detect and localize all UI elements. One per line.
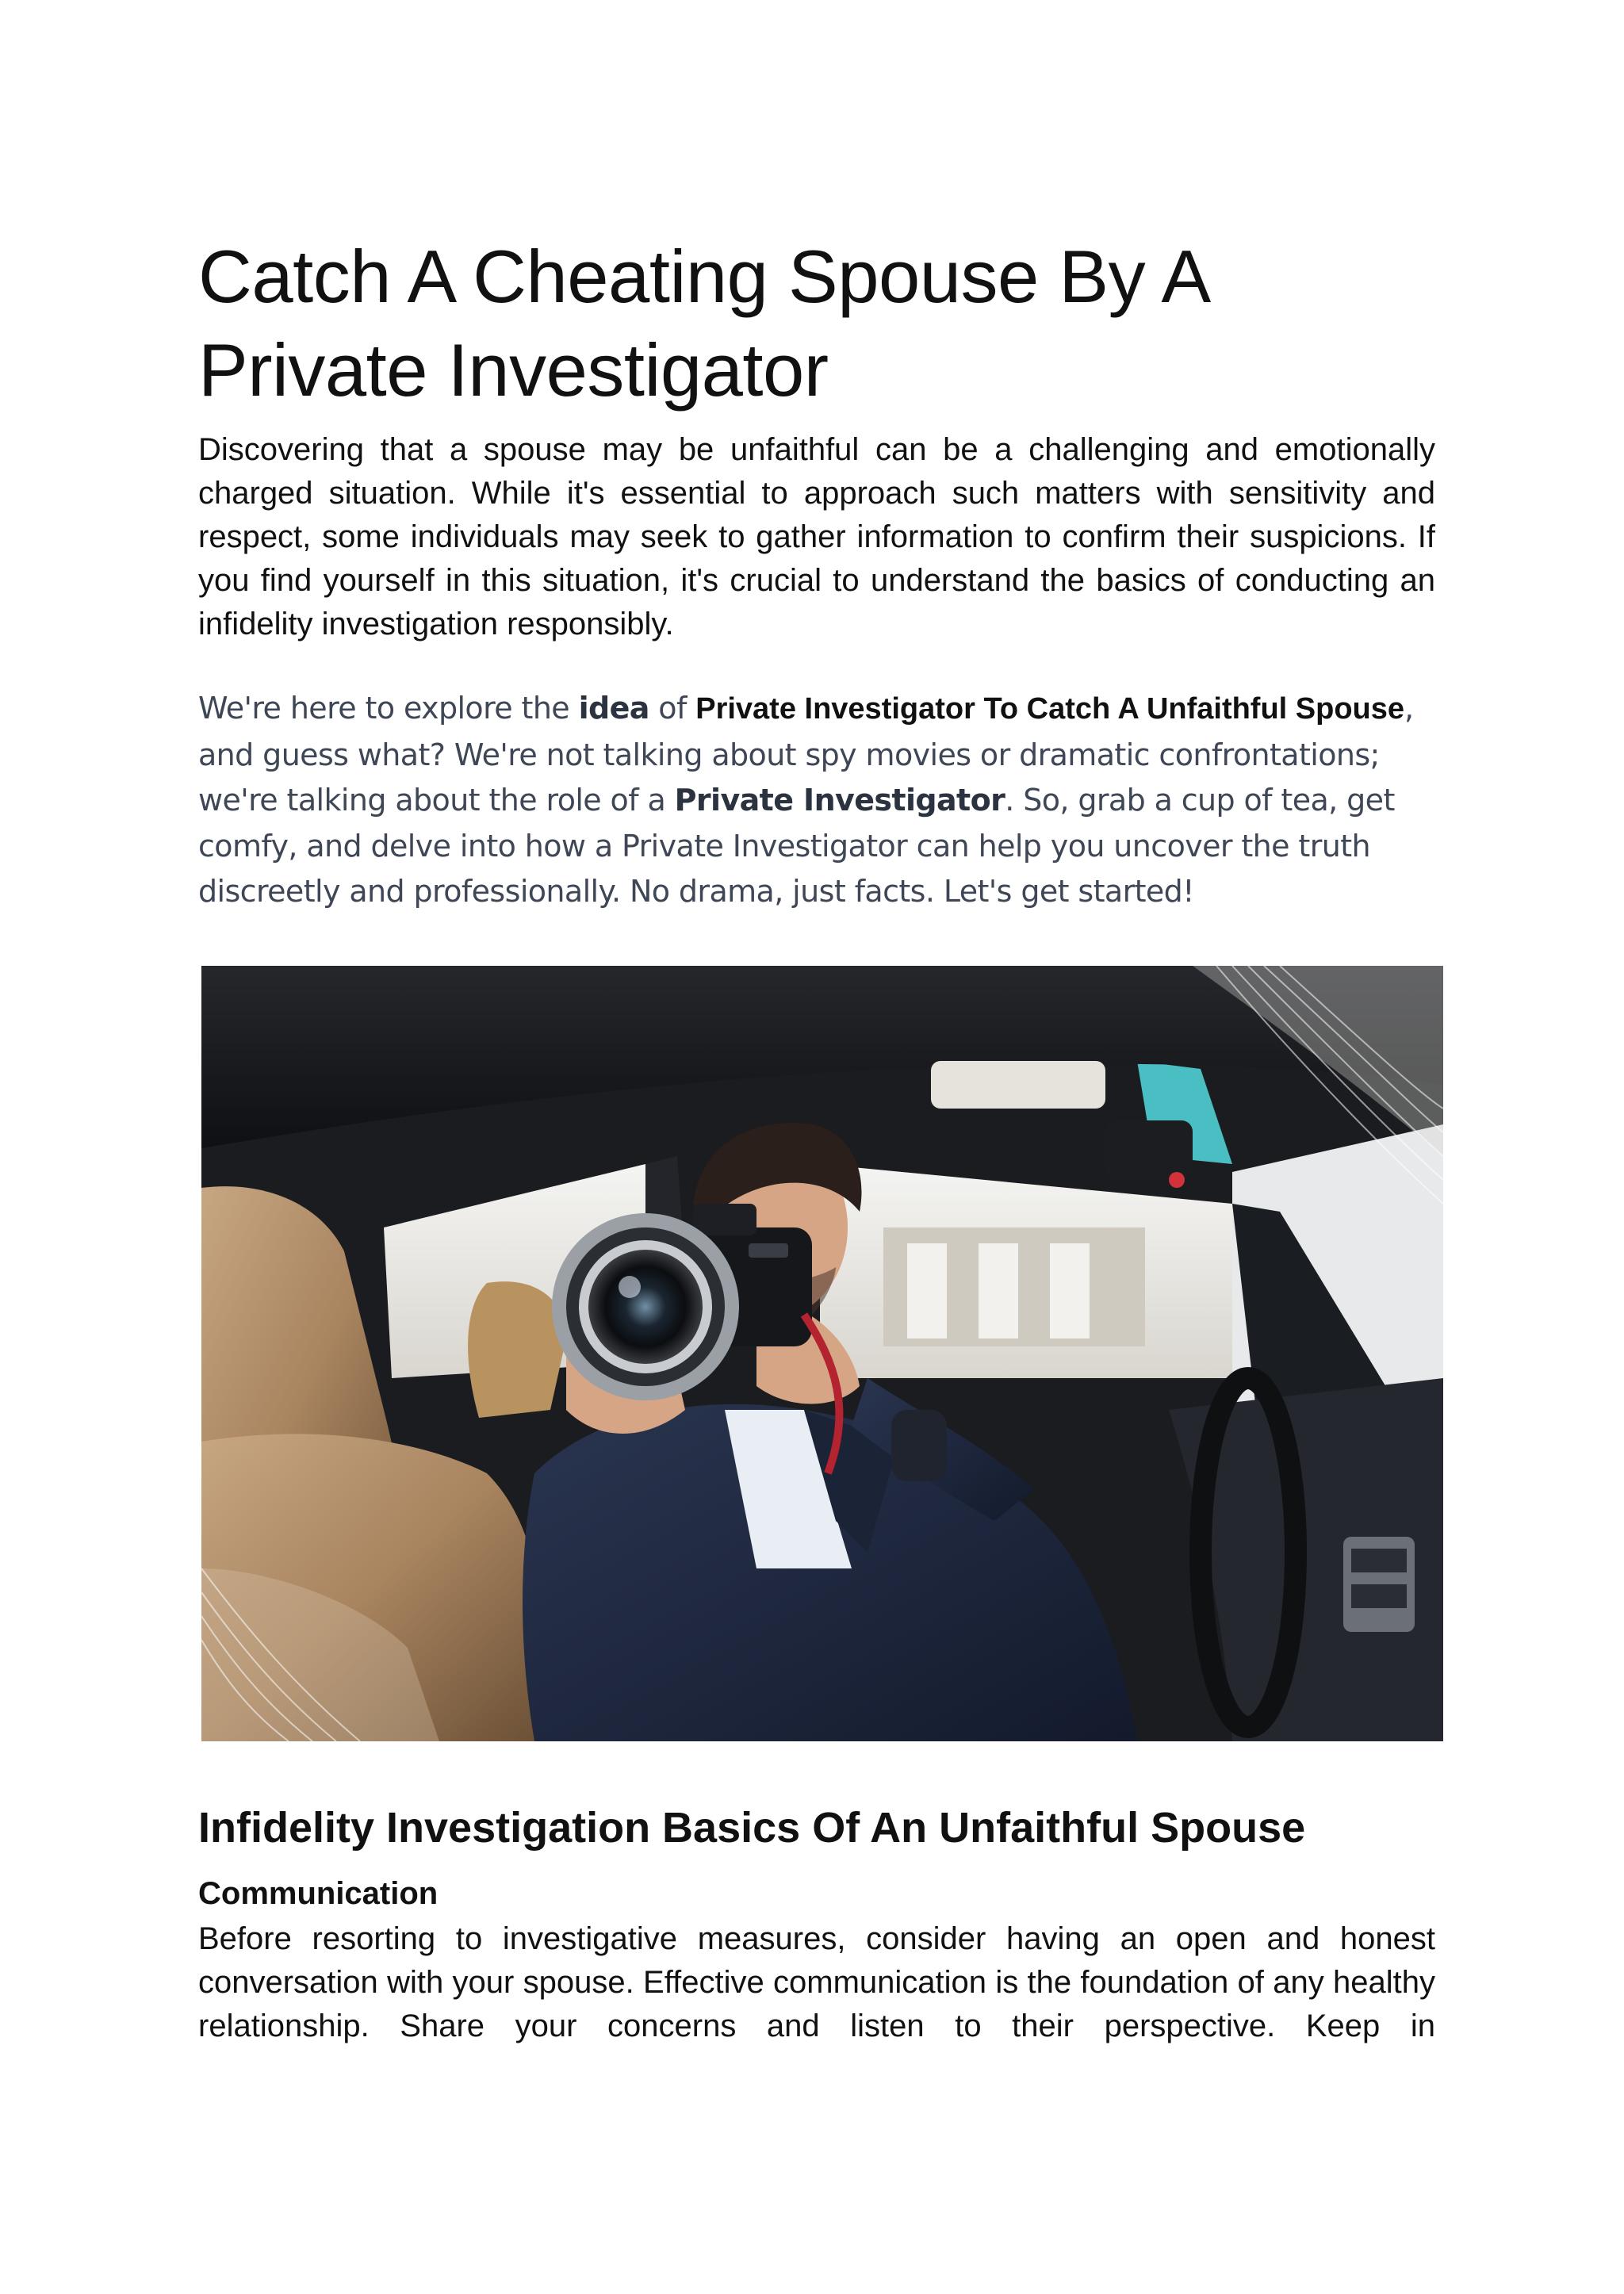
communication-paragraph: Before resorting to investigative measures, consider having an open and honest conversation with your spouse. Effective communication is the foundation of any healthy relationship. Share your concerns and listen to their perspective. Keep in — [198, 1921, 1435, 2043]
lead-bold-topic: Private Investigator To Catch A Unfaithful Spouse — [695, 692, 1405, 726]
section-heading: Infidelity Investigation Basics Of An Unfaithful Spouse — [198, 1804, 1306, 1852]
intro-paragraph: Discovering that a spouse may be unfaithful can be a challenging and emotionally charged situation. While it's essential to approach such matters with sensitivity and respect, some individuals may seek to gather information to confirm their suspicions. If you find yourself in this situation, it's crucial to understand the basics of conducting an infidelity investigation responsibly. — [198, 432, 1435, 641]
page-title: Catch A Cheating Spouse By A Private Investigator — [198, 235, 1207, 412]
lead-paragraph — [198, 686, 1435, 915]
subheading-communication: Communication — [198, 1876, 439, 1911]
lead-text-2: of — [649, 691, 696, 726]
investigator-in-car-illustration — [201, 966, 1443, 1741]
lead-text-3: , and guess what? We're not talking about spy movies or dramatic confrontations; we're talking about the role of a — [198, 691, 1414, 818]
lead-text-4: . So, grab a cup of tea, get comfy, and delve into how a Private Investigator can help you uncover the truth discreetly and professionally. No drama, just facts. Let's get started! — [198, 783, 1395, 909]
lead-bold-idea: idea — [578, 691, 649, 726]
lead-text-1: We're here to explore the — [198, 691, 579, 726]
article-header — [198, 230, 1435, 915]
investigator-photo — [201, 966, 1443, 1741]
lead-bold-private-investigator: Private Investigator — [674, 783, 1005, 818]
